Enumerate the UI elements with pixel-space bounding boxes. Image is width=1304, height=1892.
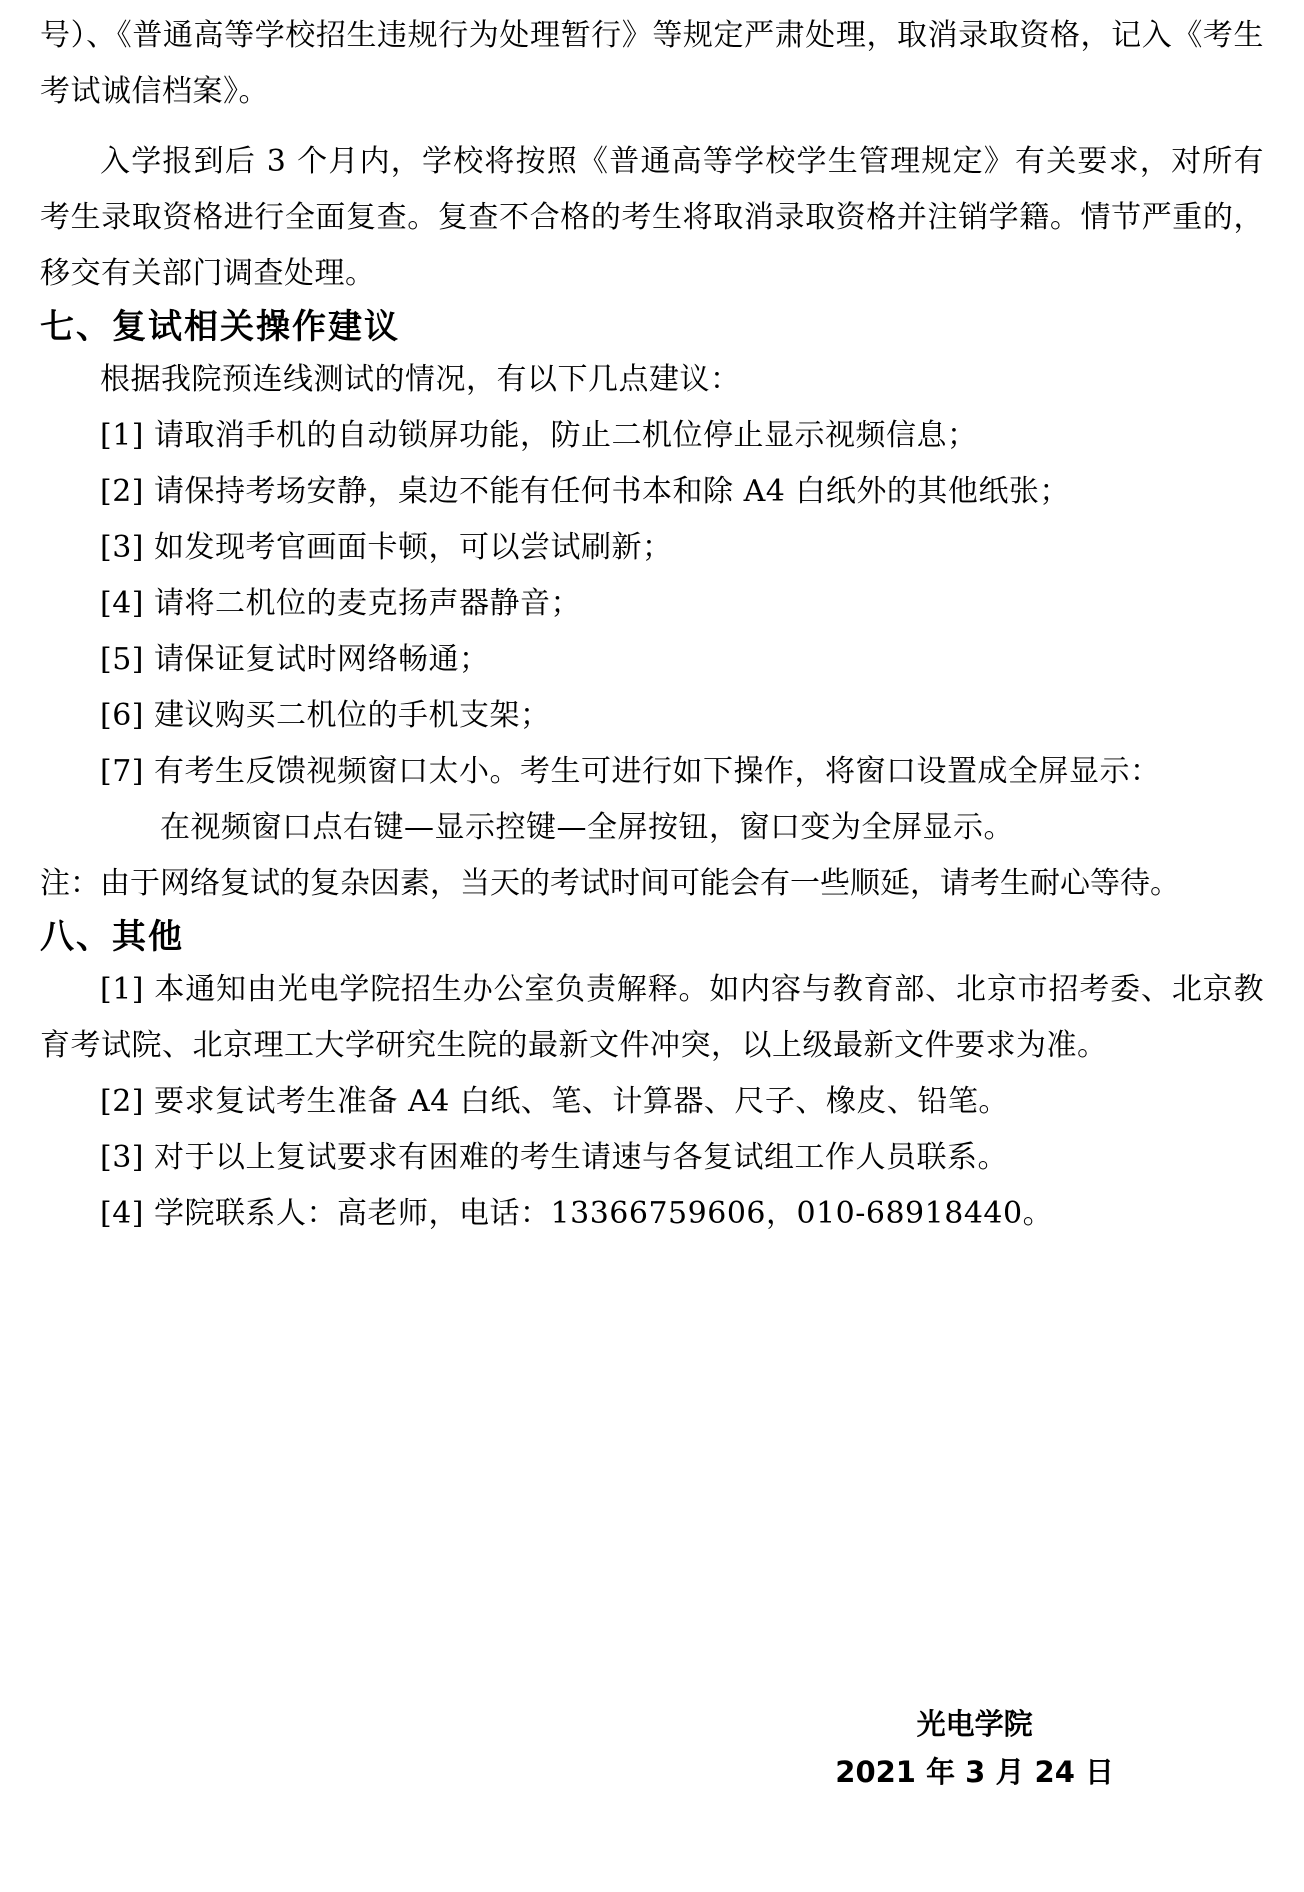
section7-item-4: [4] 请将二机位的麦克扬声器静音； [100, 586, 582, 621]
section8-item-2: [2] 要求复试考生准备 A4 白纸、笔、计算器、尺子、橡皮、铅笔。 [100, 1084, 1009, 1119]
section8-item-1: [1] 本通知由光电学院招生办公室负责解释。如内容与教育部、北京市招考委、北京教育考试院、北京理工大学研究生院的最新文件冲突，以上级最新文件要求为准。 [40, 972, 1264, 1063]
section7-item-6: [6] 建议购买二机位的手机支架； [100, 698, 551, 733]
paragraph-admission-review: 入学报到后 3 个月内，学校将按照《普通高等学校学生管理规定》有关要求，对所有考生录取资格进行全面复查。复查不合格的考生将取消录取资格并注销学籍。情节严重的，移交有关部门调查处理。 [40, 144, 1264, 291]
section7-item-5: [5] 请保证复试时网络畅通； [100, 642, 490, 677]
section-heading-7: 七、复试相关操作建议 [40, 307, 400, 347]
section7-item-3: [3] 如发现考官画面卡顿，可以尝试刷新； [100, 530, 673, 565]
section7-note: 注：由于网络复试的复杂因素，当天的考试时间可能会有一些顺延，请考生耐心等待。 [40, 866, 1180, 901]
section-heading-8: 八、其他 [40, 917, 184, 957]
section8-item-3: [3] 对于以上复试要求有困难的考生请速与各复试组工作人员联系。 [100, 1140, 1009, 1175]
signature-organization: 光电学院 [916, 1707, 1033, 1741]
signature-date: 2021 年 3 月 24 日 [835, 1755, 1114, 1789]
section8-item-4: [4] 学院联系人：高老师，电话：13366759606，010-68918440。 [100, 1196, 1054, 1231]
section7-lead: 根据我院预连线测试的情况，有以下几点建议： [100, 362, 741, 397]
section7-item-1: [1] 请取消手机的自动锁屏功能，防止二机位停止显示视频信息； [100, 418, 978, 453]
section7-item-7: [7] 有考生反馈视频窗口太小。考生可进行如下操作，将窗口设置成全屏显示： [100, 754, 1161, 789]
signature-block [835, 1700, 1114, 1796]
section7-item-7-detail: 在视频窗口点右键—显示控键—全屏按钮，窗口变为全屏显示。 [160, 810, 1014, 845]
paragraph-continuation: 号）、《普通高等学校招生违规行为处理暂行》等规定严肃处理，取消录取资格，记入《考生考试诚信档案》。 [40, 18, 1264, 109]
section7-item-2: [2] 请保持考场安静，桌边不能有任何书本和除 A4 白纸外的其他纸张； [100, 474, 1070, 509]
top-continuation-block [40, 0, 1264, 120]
